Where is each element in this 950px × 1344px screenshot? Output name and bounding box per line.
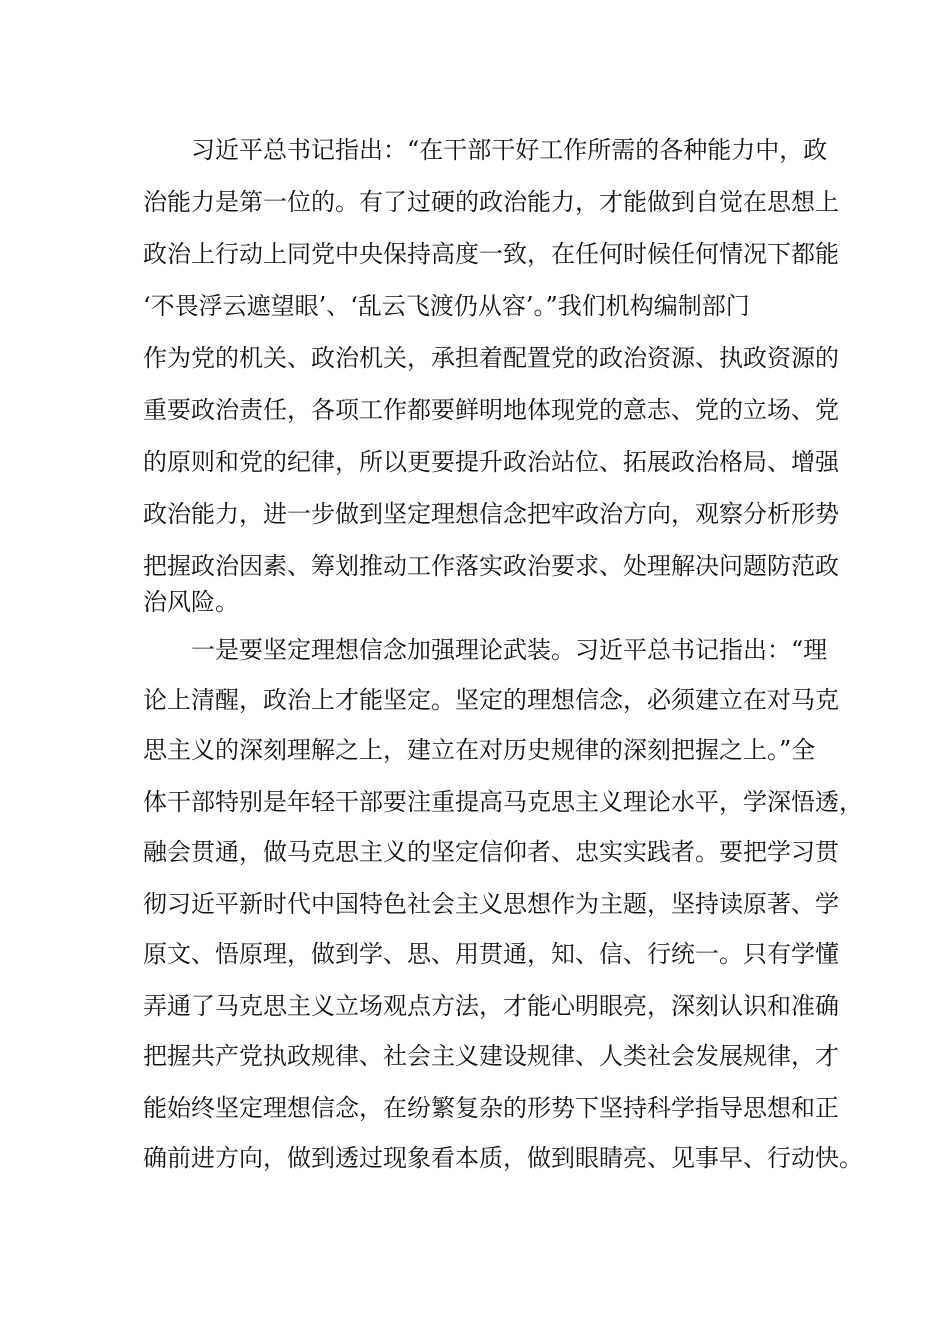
line-text: 作为党的机关、政治机关，承担着配置党的政治资源、执政资源的 [143, 344, 839, 372]
line-text: 思主义的深刻理解之上，建立在对历史规律的深刻把握之上。”全 [143, 736, 816, 764]
text-line [0, 730, 950, 770]
text-line [0, 1138, 950, 1178]
line-text: ‘不畏浮云遮望眼’、‘乱云飞渡仍从容’。”我们机构编制部门 [143, 292, 750, 320]
line-text: 体干部特别是年轻干部要注重提高马克思主义理论水平，学深悟透， [143, 788, 863, 816]
line-text: 把握共产党执政规律、社会主义建设规律、人类社会发展规律，才 [143, 1042, 839, 1070]
text-line [0, 494, 950, 534]
line-text: 一是要坚定理想信念加强理论武装。习近平总书记指出：“理 [191, 636, 828, 664]
line-text: 能始终坚定理想信念，在纷繁复杂的形势下坚持科学指导思想和正 [143, 1094, 839, 1122]
line-text: 融会贯通，做马克思主义的坚定信仰者、忠实实践者。要把学习贯 [143, 838, 839, 866]
line-text: 政治能力，进一步做到坚定理想信念把牢政治方向，观察分析形势 [143, 500, 839, 528]
text-line [0, 934, 950, 974]
line-text: 治能力是第一位的。有了过硬的政治能力，才能做到自觉在思想上 [143, 188, 839, 216]
text-line [0, 338, 950, 378]
text-line [0, 986, 950, 1026]
text-line [0, 390, 950, 430]
text-line [0, 1088, 950, 1128]
text-line [0, 782, 950, 822]
text-line [0, 1036, 950, 1076]
line-text: 把握政治因素、筹划推动工作落实政治要求、处理解决问题防范政 [143, 552, 839, 580]
line-text: 习近平总书记指出：“在干部干好工作所需的各种能力中，政 [191, 136, 828, 164]
line-text: 彻习近平新时代中国特色社会主义思想作为主题，坚持读原著、学 [143, 890, 839, 918]
text-line [0, 630, 950, 670]
text-line [0, 680, 950, 720]
line-text: 论上清醒，政治上才能坚定。坚定的理想信念，必须建立在对马克 [143, 686, 839, 714]
text-line [0, 546, 950, 586]
line-text: 治风险。 [143, 588, 239, 616]
text-line [0, 582, 950, 622]
line-text: 确前进方向，做到透过现象看本质，做到眼睛亮、见事早、行动快。 [143, 1144, 863, 1172]
text-line [0, 234, 950, 274]
text-line [0, 286, 950, 326]
text-line [0, 884, 950, 924]
text-line [0, 832, 950, 872]
line-text: 原文、悟原理，做到学、思、用贯通，知、信、行统一。只有学懂 [143, 940, 839, 968]
text-line [0, 442, 950, 482]
text-line [0, 182, 950, 222]
line-text: 政治上行动上同党中央保持高度一致，在任何时候任何情况下都能 [143, 240, 839, 268]
line-text: 重要政治责任，各项工作都要鲜明地体现党的意志、党的立场、党 [143, 396, 839, 424]
line-text: 弄通了马克思主义立场观点方法，才能心明眼亮，深刻认识和准确 [143, 992, 839, 1020]
text-line [0, 130, 950, 170]
line-text: 的原则和党的纪律，所以更要提升政治站位、拓展政治格局、增强 [143, 448, 839, 476]
